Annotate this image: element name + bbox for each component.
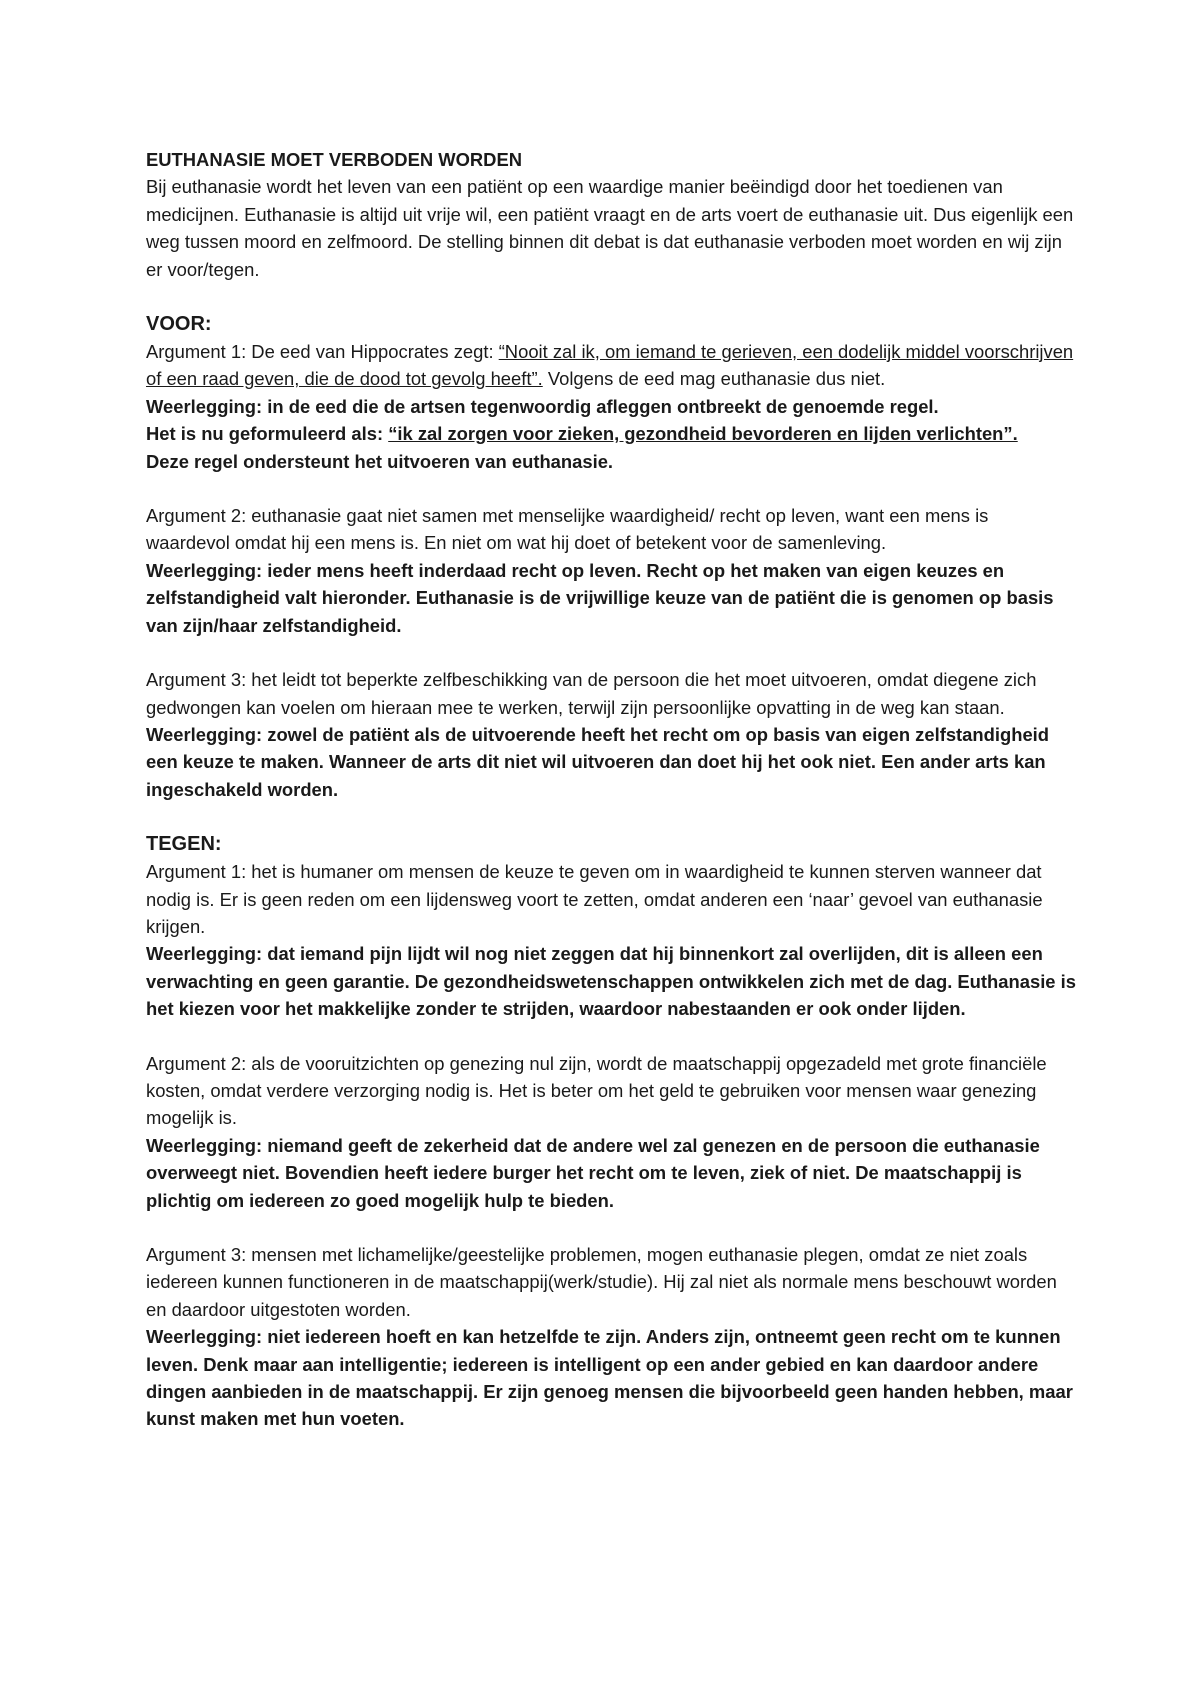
tegen-argument-2: Argument 2: als de vooruitzichten op genezing nul zijn, wordt de maatschappij opgezadeld met grote financiële kosten, omdat verdere verzorging nodig is. Het is beter om het geld te gebruiken voor mensen waar genezing mogelijk is. <box>146 1052 1047 1129</box>
voor-argument-3: Argument 3: het leidt tot beperkte zelfbeschikking van de persoon die het moet uitvoeren, omdat diegene zich gedwongen kan voelen om hieraan mee te werken, terwijl zijn persoonlijke opvatting in de weg kan staan. <box>146 669 1037 718</box>
oath-quote: “ik zal zorgen voor zieken, gezondheid bevorderen en lijden verlichten”. <box>388 423 1018 445</box>
voor-rebuttal-1-line1: Weerlegging: in de eed die de artsen tegenwoordig afleggen ontbreekt de genoemde regel. <box>146 395 939 417</box>
hippocrates-quote: “Nooit zal ik, om iemand te gerieven, een dodelijk middel voorschrijven of een raad geven, die de dood tot gevolg heeft”. <box>146 341 1074 390</box>
tegen-argument-3: Argument 3: mensen met lichamelijke/geestelijke problemen, mogen euthanasie plegen, omdat ze niet zoals iedereen kunnen functioneren in de maatschappij(werk/studie). Hij zal niet als normale mens beschouwt worden en daardoor uitgestoten worden. <box>146 1244 1057 1320</box>
document-title: EUTHANASIE MOET VERBODEN WORDEN <box>146 149 523 170</box>
voor-rebuttal-3: Weerlegging: zowel de patiënt als de uitvoerende heeft het recht om op basis van eigen zelfstandigheid een keuze te maken. Wanneer de arts dit niet wil uitvoeren dan doet hij het ook niet. Een ander arts kan ingeschakeld worden. <box>146 723 1050 800</box>
tegen-rebuttal-1: Weerlegging: dat iemand pijn lijdt wil nog niet zeggen dat hij binnenkort zal overlijden, dit is alleen een verwachting en geen garantie. De gezondheidswetenschappen ontwikkelen zich met de dag. Euthanasie is het kiezen voor het makkelijke zonder te strijden, waardoor nabestaanden er ook onder lijden. <box>146 943 1076 1020</box>
argument-text: Volgens de eed mag euthanasie dus niet. <box>542 368 886 390</box>
intro-paragraph: Bij euthanasie wordt het leven van een patiënt op een waardige manier beëindigd door het toedienen van medicijnen. Euthanasie is altijd uit vrije wil, een patiënt vraagt en de arts voert de euthanasie uit. Dus eigenlijk een weg tussen moord en zelfmoord. De stelling binnen dit debat is dat euthanasie verboden moet worden en wij zijn er voor/tegen. <box>146 176 1074 280</box>
voor-rebuttal-2: Weerlegging: ieder mens heeft inderdaad recht op leven. Recht op het maken van eigen keuzes en zelfstandigheid valt hieronder. Euthanasie is de vrijwillige keuze van de patiënt die is genomen op basis van zijn/haar zelfstandigheid. <box>146 559 1054 636</box>
voor-rebuttal-1-line2 <box>146 420 1076 447</box>
argument-text: Argument 1: De eed van Hippocrates zegt: <box>146 341 499 363</box>
voor-rebuttal-1-line3: Deze regel ondersteunt het uitvoeren van euthanasie. <box>146 450 614 472</box>
voor-argument-1 <box>146 338 1076 393</box>
rebuttal-text: Het is nu geformuleerd als: <box>146 423 389 445</box>
tegen-rebuttal-2: Weerlegging: niemand geeft de zekerheid dat de andere wel zal genezen en de persoon die euthanasie overweegt niet. Bovendien heeft iedere burger het recht om te leven, ziek of niet. De maatschappij is plichtig om iedereen zo goed mogelijk hulp te bieden. <box>146 1134 1040 1211</box>
tegen-rebuttal-3: Weerlegging: niet iedereen hoeft en kan hetzelfde te zijn. Anders zijn, ontneemt geen recht om te kunnen leven. Denk maar aan intelligentie; iedereen is intelligent op een ander gebied en kan daardoor andere dingen aanbieden in de maatschappij. Er zijn genoeg mensen die bijvoorbeeld geen handen hebben, maar kunst maken met hun voeten. <box>146 1326 1073 1430</box>
voor-argument-2: Argument 2: euthanasie gaat niet samen met menselijke waardigheid/ recht op leven, want een mens is waardevol omdat hij een mens is. En niet om wat hij doet of betekent voor de samenleving. <box>146 505 989 554</box>
document-page <box>146 146 1076 1433</box>
section-heading-voor: VOOR: <box>146 313 212 336</box>
section-heading-tegen: TEGEN: <box>146 833 222 856</box>
tegen-argument-1: Argument 1: het is humaner om mensen de keuze te geven om in waardigheid te kunnen sterven wanneer dat nodig is. Er is geen reden om een lijdensweg voort te zetten, omdat anderen een ‘naar’ gevoel van euthanasie krijgen. <box>146 861 1043 937</box>
